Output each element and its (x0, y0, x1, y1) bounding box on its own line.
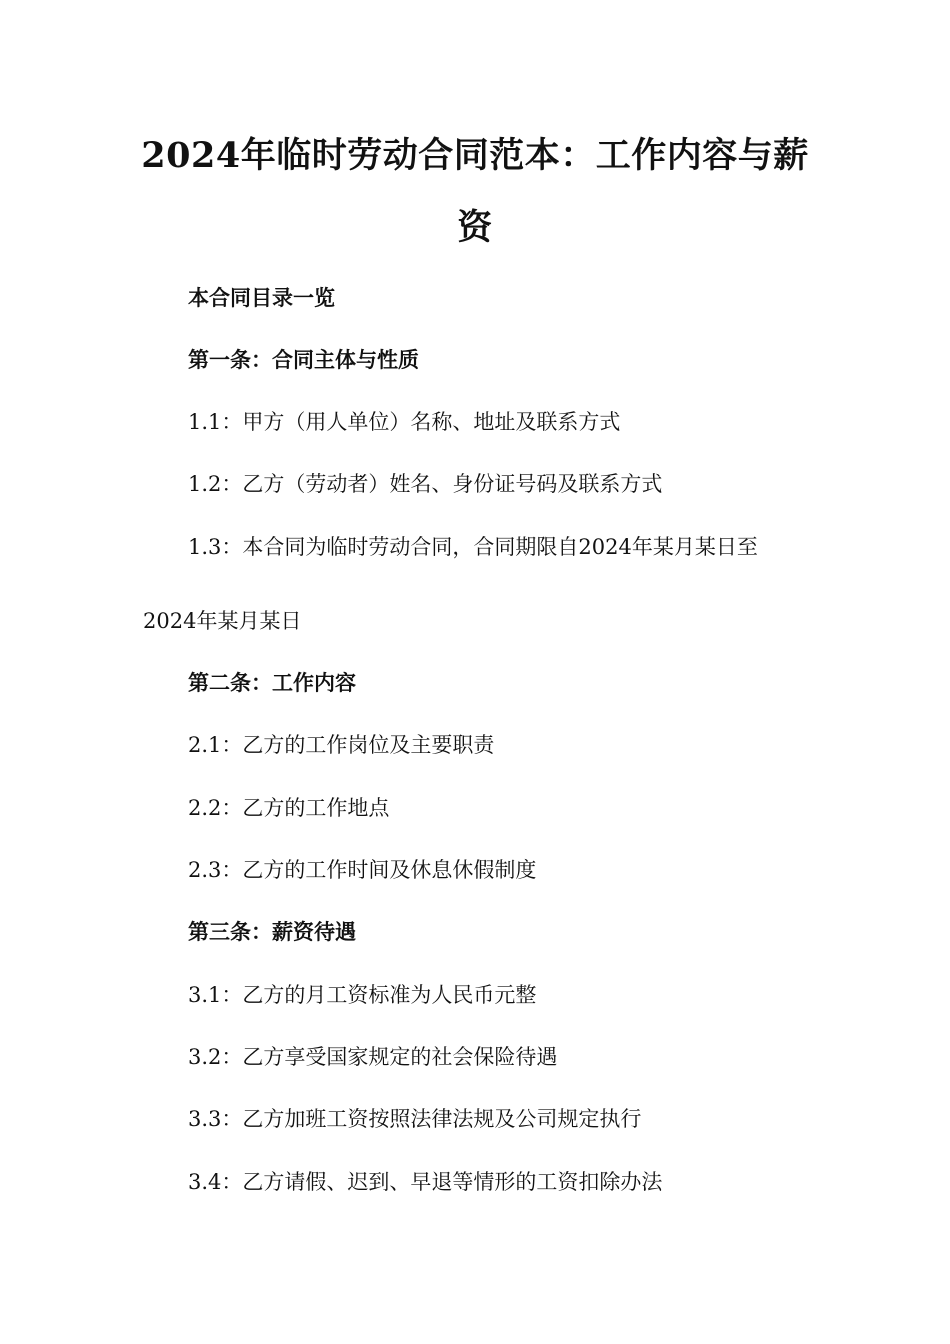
toc-heading: 本合同目录一览 (188, 285, 335, 310)
clause-2-1: 2.1：乙方的工作岗位及主要职责 (188, 733, 495, 757)
clause-3-3: 3.3：乙方加班工资按照法律法规及公司规定执行 (188, 1107, 642, 1131)
clause-3-1: 3.1：乙方的月工资标准为人民币元整 (188, 983, 537, 1007)
clause-2-2: 2.2：乙方的工作地点 (188, 796, 390, 820)
clause-3-2: 3.2：乙方享受国家规定的社会保险待遇 (188, 1045, 558, 1069)
document-title-line2: 资 (457, 207, 493, 248)
section-heading-2: 第二条：工作内容 (188, 670, 356, 695)
clause-2-3: 2.3：乙方的工作时间及休息休假制度 (188, 858, 537, 882)
clause-1-1: 1.1：甲方（用人单位）名称、地址及联系方式 (188, 410, 621, 434)
clause-1-2: 1.2：乙方（劳动者）姓名、身份证号码及联系方式 (188, 472, 663, 496)
section-heading-1: 第一条：合同主体与性质 (188, 347, 419, 372)
document-title-line1: 2024年临时劳动合同范本：工作内容与薪 (141, 135, 809, 176)
section-heading-3: 第三条：薪资待遇 (188, 919, 356, 944)
clause-3-4: 3.4：乙方请假、迟到、早退等情形的工资扣除办法 (188, 1170, 663, 1194)
clause-1-3: 1.3：本合同为临时劳动合同，合同期限自2024年某月某日至 (188, 535, 758, 559)
clause-1-3-continuation: 2024年某月某日 (143, 609, 302, 633)
